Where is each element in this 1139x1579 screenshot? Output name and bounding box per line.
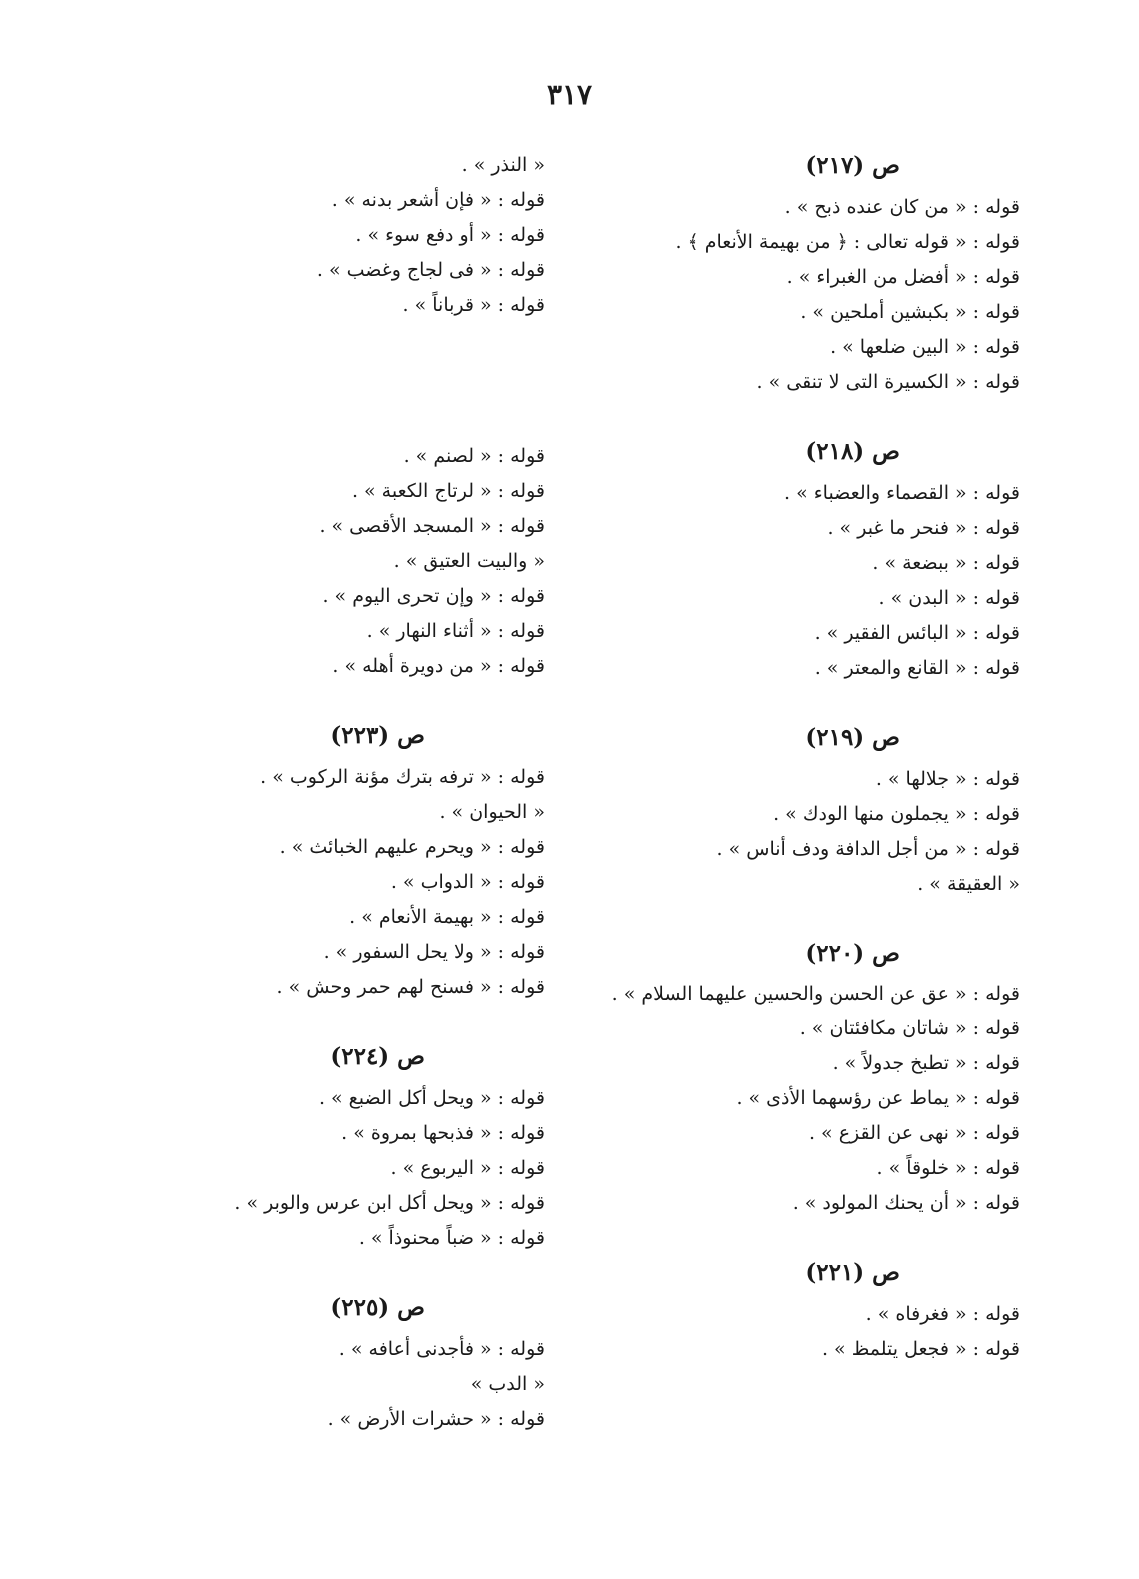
entry-line: قوله : « لرتاج الكعبة » . <box>351 480 545 502</box>
entry-line: قوله : « البائس الفقير » . <box>814 622 1020 644</box>
entry-line: قوله : « لصنم » . <box>403 445 545 467</box>
section-header: ص (٢١٩) <box>805 724 900 751</box>
entry-line: قوله : « ترفه بترك مؤنة الركوب » . <box>260 766 545 788</box>
entry-line: قوله : « يماط عن رؤسهما الأذى » . <box>736 1087 1020 1109</box>
entry-line: قوله : « من كان عنده ذبح » . <box>784 196 1020 218</box>
section-continued-sanam <box>115 439 545 684</box>
entry-line: قوله : « فنحر ما غبر » . <box>827 517 1020 539</box>
entry-line: قوله : « الكسيرة التى لا تنقى » . <box>756 371 1020 393</box>
entry-line: قوله : « القانع والمعتر » . <box>814 657 1020 679</box>
entry-line: قوله : « عق عن الحسن والحسين عليهما السلام » . <box>611 983 1020 1005</box>
entry-line: قوله : « بهيمة الأنعام » . <box>349 906 545 928</box>
entry-line: « والبيت العتيق » . <box>393 550 545 572</box>
entry-line: قوله : « البين ضلعها » . <box>830 336 1020 358</box>
entry-line: قوله : « فغرفاه » . <box>865 1303 1020 1325</box>
entry-line: قوله : « شاتان مكافئتان » . <box>799 1017 1020 1039</box>
entry-line: قوله : « تطبخ جدولاً » . <box>832 1052 1020 1074</box>
section-header: ص (٢٢٠) <box>805 940 900 967</box>
entry-line: قوله : « ولا يحل السفور » . <box>323 941 545 963</box>
entry-line: قوله : « نهى عن القزع » . <box>808 1122 1020 1144</box>
entry-line: قوله : « وإن تحرى اليوم » . <box>322 585 545 607</box>
entry-line: قوله : « ويحل أكل الضبع » . <box>318 1087 545 1109</box>
entry-line: « الدب » <box>470 1373 545 1395</box>
section-219 <box>590 720 1020 902</box>
section-header: ص (٢٢٥) <box>330 1294 425 1321</box>
entry-line: قوله : « من دويرة أهله » . <box>332 655 545 677</box>
entry-line: قوله : « قرباناً » . <box>402 294 545 316</box>
entry-line: قوله : « ويحرم عليهم الخبائث » . <box>279 836 545 858</box>
section-223 <box>115 718 545 1005</box>
right-column <box>590 148 1020 1401</box>
entry-line: قوله : « فأجدنى أعافه » . <box>338 1338 545 1360</box>
entry-line: قوله : « فجعل يتلمظ » . <box>821 1338 1020 1360</box>
entry-line: قوله : « أن يحنك المولود » . <box>792 1192 1020 1214</box>
section-217 <box>590 148 1020 400</box>
entry-line: قوله : « أفضل من الغبراء » . <box>786 266 1020 288</box>
entry-line: « العقيقة » . <box>917 873 1020 895</box>
section-gap <box>115 357 545 439</box>
entry-line: قوله : « يجملون منها الودك » . <box>773 803 1020 825</box>
entry-line: قوله : « قوله تعالى : ﴿ من بهيمة الأنعام ﴾ . <box>675 231 1020 253</box>
entry-line: قوله : « ضباً محنوذاً » . <box>358 1227 545 1249</box>
page-number: ٣١٧ <box>546 78 593 111</box>
section-header: ص (٢١٧) <box>805 152 900 179</box>
entry-line: « الحيوان » . <box>439 801 545 823</box>
entry-line: قوله : « ويحل أكل ابن عرس والوبر » . <box>234 1192 545 1214</box>
entry-line: قوله : « البدن » . <box>878 587 1020 609</box>
entry-line: قوله : « المسجد الأقصى » . <box>319 515 545 537</box>
entry-line: قوله : « بكبشين أملحين » . <box>800 301 1020 323</box>
entry-line: قوله : « القصماء والعضباء » . <box>783 482 1020 504</box>
entry-line: قوله : « حشرات الأرض » . <box>327 1408 545 1430</box>
entry-line: قوله : « فإن أشعر بدنه » . <box>331 189 545 211</box>
section-continued-nadhr <box>115 148 545 323</box>
entry-line: قوله : « أو دفع سوء » . <box>355 224 545 246</box>
entry-line: « النذر » . <box>461 154 545 176</box>
section-224 <box>115 1039 545 1256</box>
entry-line: قوله : « فى لجاج وغضب » . <box>316 259 545 281</box>
section-header: ص (٢٢٤) <box>330 1043 425 1070</box>
left-column <box>115 148 545 1471</box>
entry-line: قوله : « فسنح لهم حمر وحش » . <box>276 976 545 998</box>
entry-line: قوله : « من أجل الدافة ودف أناس » . <box>716 838 1020 860</box>
section-header: ص (٢٢١) <box>805 1259 900 1286</box>
section-218 <box>590 434 1020 686</box>
section-header: ص (٢١٨) <box>805 438 900 465</box>
section-header: ص (٢٢٣) <box>330 722 425 749</box>
entry-line: قوله : « فذبحها بمروة » . <box>341 1122 545 1144</box>
entry-line: قوله : « ببضعة » . <box>872 552 1020 574</box>
entry-line: قوله : « جلالها » . <box>875 768 1020 790</box>
entry-line: قوله : « الدواب » . <box>390 871 545 893</box>
section-220 <box>590 936 1020 1221</box>
entry-line: قوله : « اليربوع » . <box>390 1157 545 1179</box>
section-221 <box>590 1255 1020 1367</box>
entry-line: قوله : « أثناء النهار » . <box>366 620 545 642</box>
section-225 <box>115 1290 545 1437</box>
entry-line: قوله : « خلوقاً » . <box>876 1157 1020 1179</box>
